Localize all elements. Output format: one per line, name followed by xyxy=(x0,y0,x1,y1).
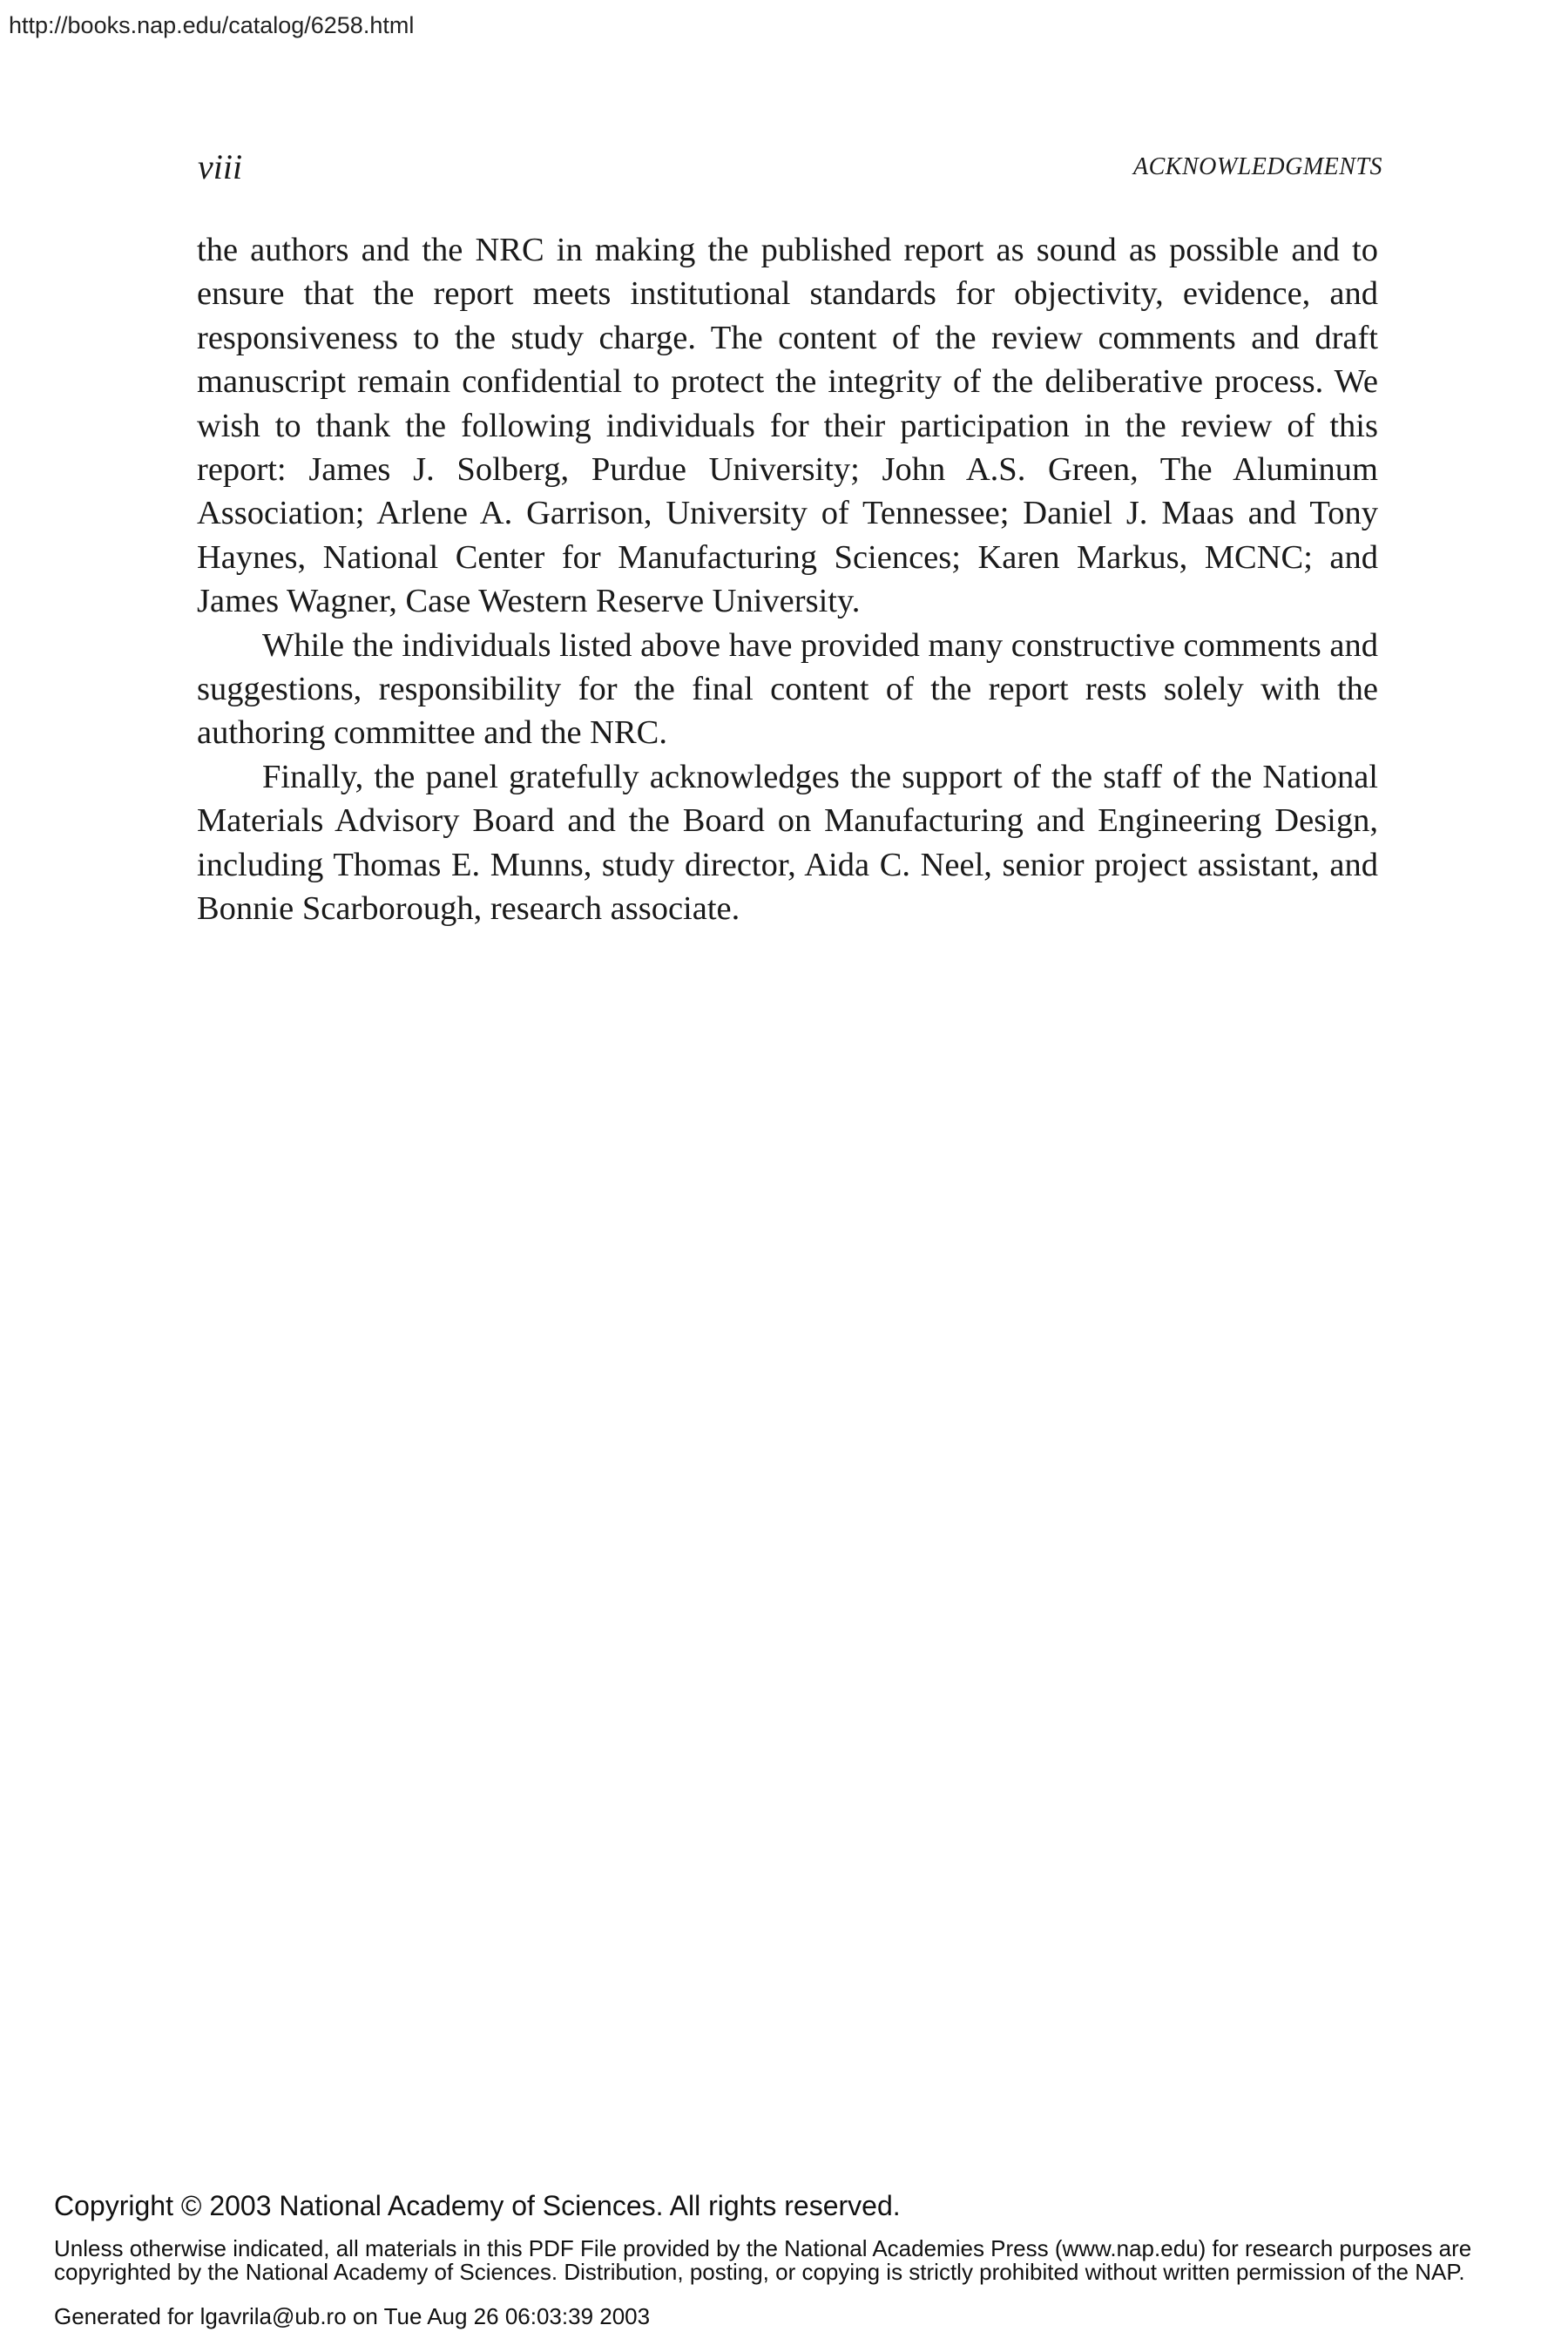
paragraph: Finally, the panel gratefully acknowledges the support of the staff of the National Materials Advisory Board and the Board on Manufacturing and Engineering Design, including Thomas E. Munns, study director, Aida C. Neel, senior project assistant, and Bonnie Scarborough, research associate. xyxy=(197,758,1378,928)
page-footer xyxy=(54,2188,1517,2329)
paragraph: the authors and the NRC in making the published report as sound as possible and to ensure that the report meets institutional standards for objectivity, evidence, and responsiveness to the study charge. The content of the review comments and draft manuscript remain confidential to protect the integrity of the deliberative process. We wish to thank the following individuals for their participation in the review of this report: James J. Solberg, Purdue University; John A.S. Green, The Aluminum Association; Arlene A. Garrison, University of Tennessee; Daniel J. Maas and Tony Haynes, National Center for Manufacturing Sciences; Karen Markus, MCNC; and James Wagner, Case Western Reserve University. xyxy=(197,232,1378,620)
copyright-line: Copyright © 2003 National Academy of Sciences. All rights reserved. xyxy=(54,2190,901,2221)
body-text xyxy=(197,228,1378,931)
section-title: ACKNOWLEDGMENTS xyxy=(1133,153,1382,180)
copyright-notice: Unless otherwise indicated, all materials in this PDF File provided by the National Academies Press (www.nap.edu) for research purposes are copyrighted by the National Academy of Sciences. Distribution, posting, or copying is strictly prohibited without written permission of the NAP. xyxy=(54,2235,1472,2285)
page-number: viii xyxy=(198,147,243,186)
generated-line: Generated for lgavrila@ub.ro on Tue Aug 26 06:03:39 2003 xyxy=(54,2303,651,2329)
running-head xyxy=(198,146,1382,190)
source-url[interactable]: http://books.nap.edu/catalog/6258.html xyxy=(9,12,415,38)
paragraph: While the individuals listed above have provided many constructive comments and suggestions, responsibility for the final content of the report rests solely with the authoring committee and the NRC. xyxy=(197,626,1378,752)
